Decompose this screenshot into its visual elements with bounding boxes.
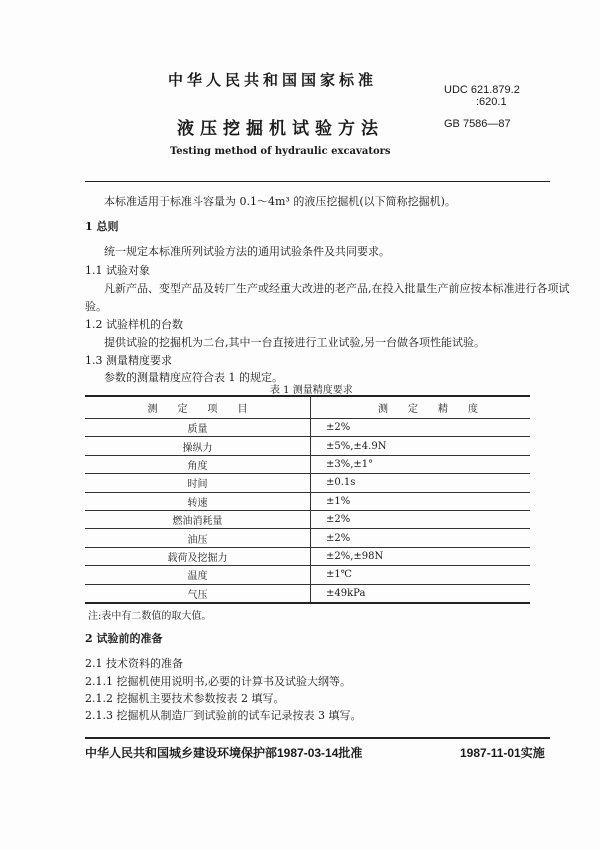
precision-cell: ±2% — [311, 419, 531, 437]
section-1-1-text-cont: 验。 — [85, 300, 107, 313]
item-cell: 油压 — [85, 529, 311, 547]
section-1-2-text: 提供试验的挖掘机为二台,其中一台直接进行工业试验,另一台做各项性能试验。 — [104, 336, 485, 349]
item-cell: 操纵力 — [85, 437, 311, 455]
table-row — [85, 529, 530, 547]
section-1-text: 统一规定本标准所列试验方法的通用试验条件及共同要求。 — [104, 245, 390, 258]
intro-text: 本标准适用于标准斗容量为 0.1～4m³ 的液压挖掘机(以下简称挖掘机)。 — [104, 195, 456, 208]
section-1-3-text: 参数的测量精度应符合表 1 的规定。 — [104, 371, 283, 384]
table-row — [85, 492, 530, 510]
udc-line1: UDC 621.879.2 — [444, 84, 520, 96]
gb-number: GB 7586—87 — [444, 118, 511, 130]
table-note: 注:表中有二数值的取大值。 — [88, 611, 212, 622]
item-cell: 气压 — [85, 584, 311, 603]
section-1-1-title: 1.1 试验对象 — [85, 264, 150, 277]
precision-cell: ±2%,±98N — [311, 547, 531, 565]
section-1-2-title: 1.2 试验样机的台数 — [85, 318, 183, 331]
precision-cell: ±0.1s — [311, 474, 531, 492]
section-2-1-3: 2.1.3 挖掘机从制造厂到试验前的试车记录按表 3 填写。 — [85, 709, 362, 722]
section-1-3-title: 1.3 测量精度要求 — [85, 354, 172, 367]
table-header-row — [85, 396, 530, 419]
title-en: Testing method of hydraulic excavators — [170, 146, 391, 157]
table-row — [85, 419, 530, 437]
approval-text: 中华人民共和国城乡建设环境保护部1987-03-14批准 — [85, 746, 363, 760]
section-2-1-title: 2.1 技术资料的准备 — [85, 657, 183, 670]
header-item: 测 定 项 目 — [85, 396, 311, 419]
header-rule — [85, 181, 550, 182]
precision-cell: ±49kPa — [311, 584, 531, 603]
item-cell: 转速 — [85, 492, 311, 510]
section-2-title: 2 试验前的准备 — [85, 632, 163, 645]
precision-cell: ±5%,±4.9N — [311, 437, 531, 455]
item-cell: 载荷及挖掘力 — [85, 547, 311, 565]
item-cell: 角度 — [85, 455, 311, 473]
header-precision: 测 定 精 度 — [311, 396, 531, 419]
section-1-title: 1 总则 — [85, 220, 119, 233]
precision-cell: ±1℃ — [311, 566, 531, 584]
item-cell: 时间 — [85, 474, 311, 492]
table-row — [85, 566, 530, 584]
section-1-1-text: 凡新产品、变型产品及转厂生产或经重大改进的老产品,在投入批量生产前应按本标准进行各项试 — [104, 282, 570, 295]
precision-cell: ±2% — [311, 529, 531, 547]
udc-line2: :620.1 — [476, 96, 507, 108]
section-2-1-1: 2.1.1 挖掘机使用说明书,必要的计算书及试验大纲等。 — [85, 675, 351, 688]
table-row — [85, 510, 530, 528]
section-2-1-2: 2.1.2 挖掘机主要技术参数按表 2 填写。 — [85, 692, 285, 705]
precision-cell: ±1% — [311, 492, 531, 510]
national-standard-heading: 中华人民共和国国家标准 — [168, 71, 378, 89]
table-row — [85, 584, 530, 603]
precision-table — [85, 395, 530, 604]
table-row — [85, 474, 530, 492]
table-caption: 表 1 测量精度要求 — [270, 385, 353, 396]
footer-rule — [85, 737, 550, 739]
table-row — [85, 547, 530, 565]
table-row — [85, 455, 530, 473]
table-row — [85, 437, 530, 455]
implementation-text: 1987-11-01实施 — [460, 746, 545, 760]
item-cell: 质量 — [85, 419, 311, 437]
item-cell: 温度 — [85, 566, 311, 584]
item-cell: 燃油消耗量 — [85, 510, 311, 528]
title-cn: 液压挖掘机试验方法 — [177, 119, 384, 139]
precision-cell: ±2% — [311, 510, 531, 528]
precision-cell: ±3%,±1° — [311, 455, 531, 473]
